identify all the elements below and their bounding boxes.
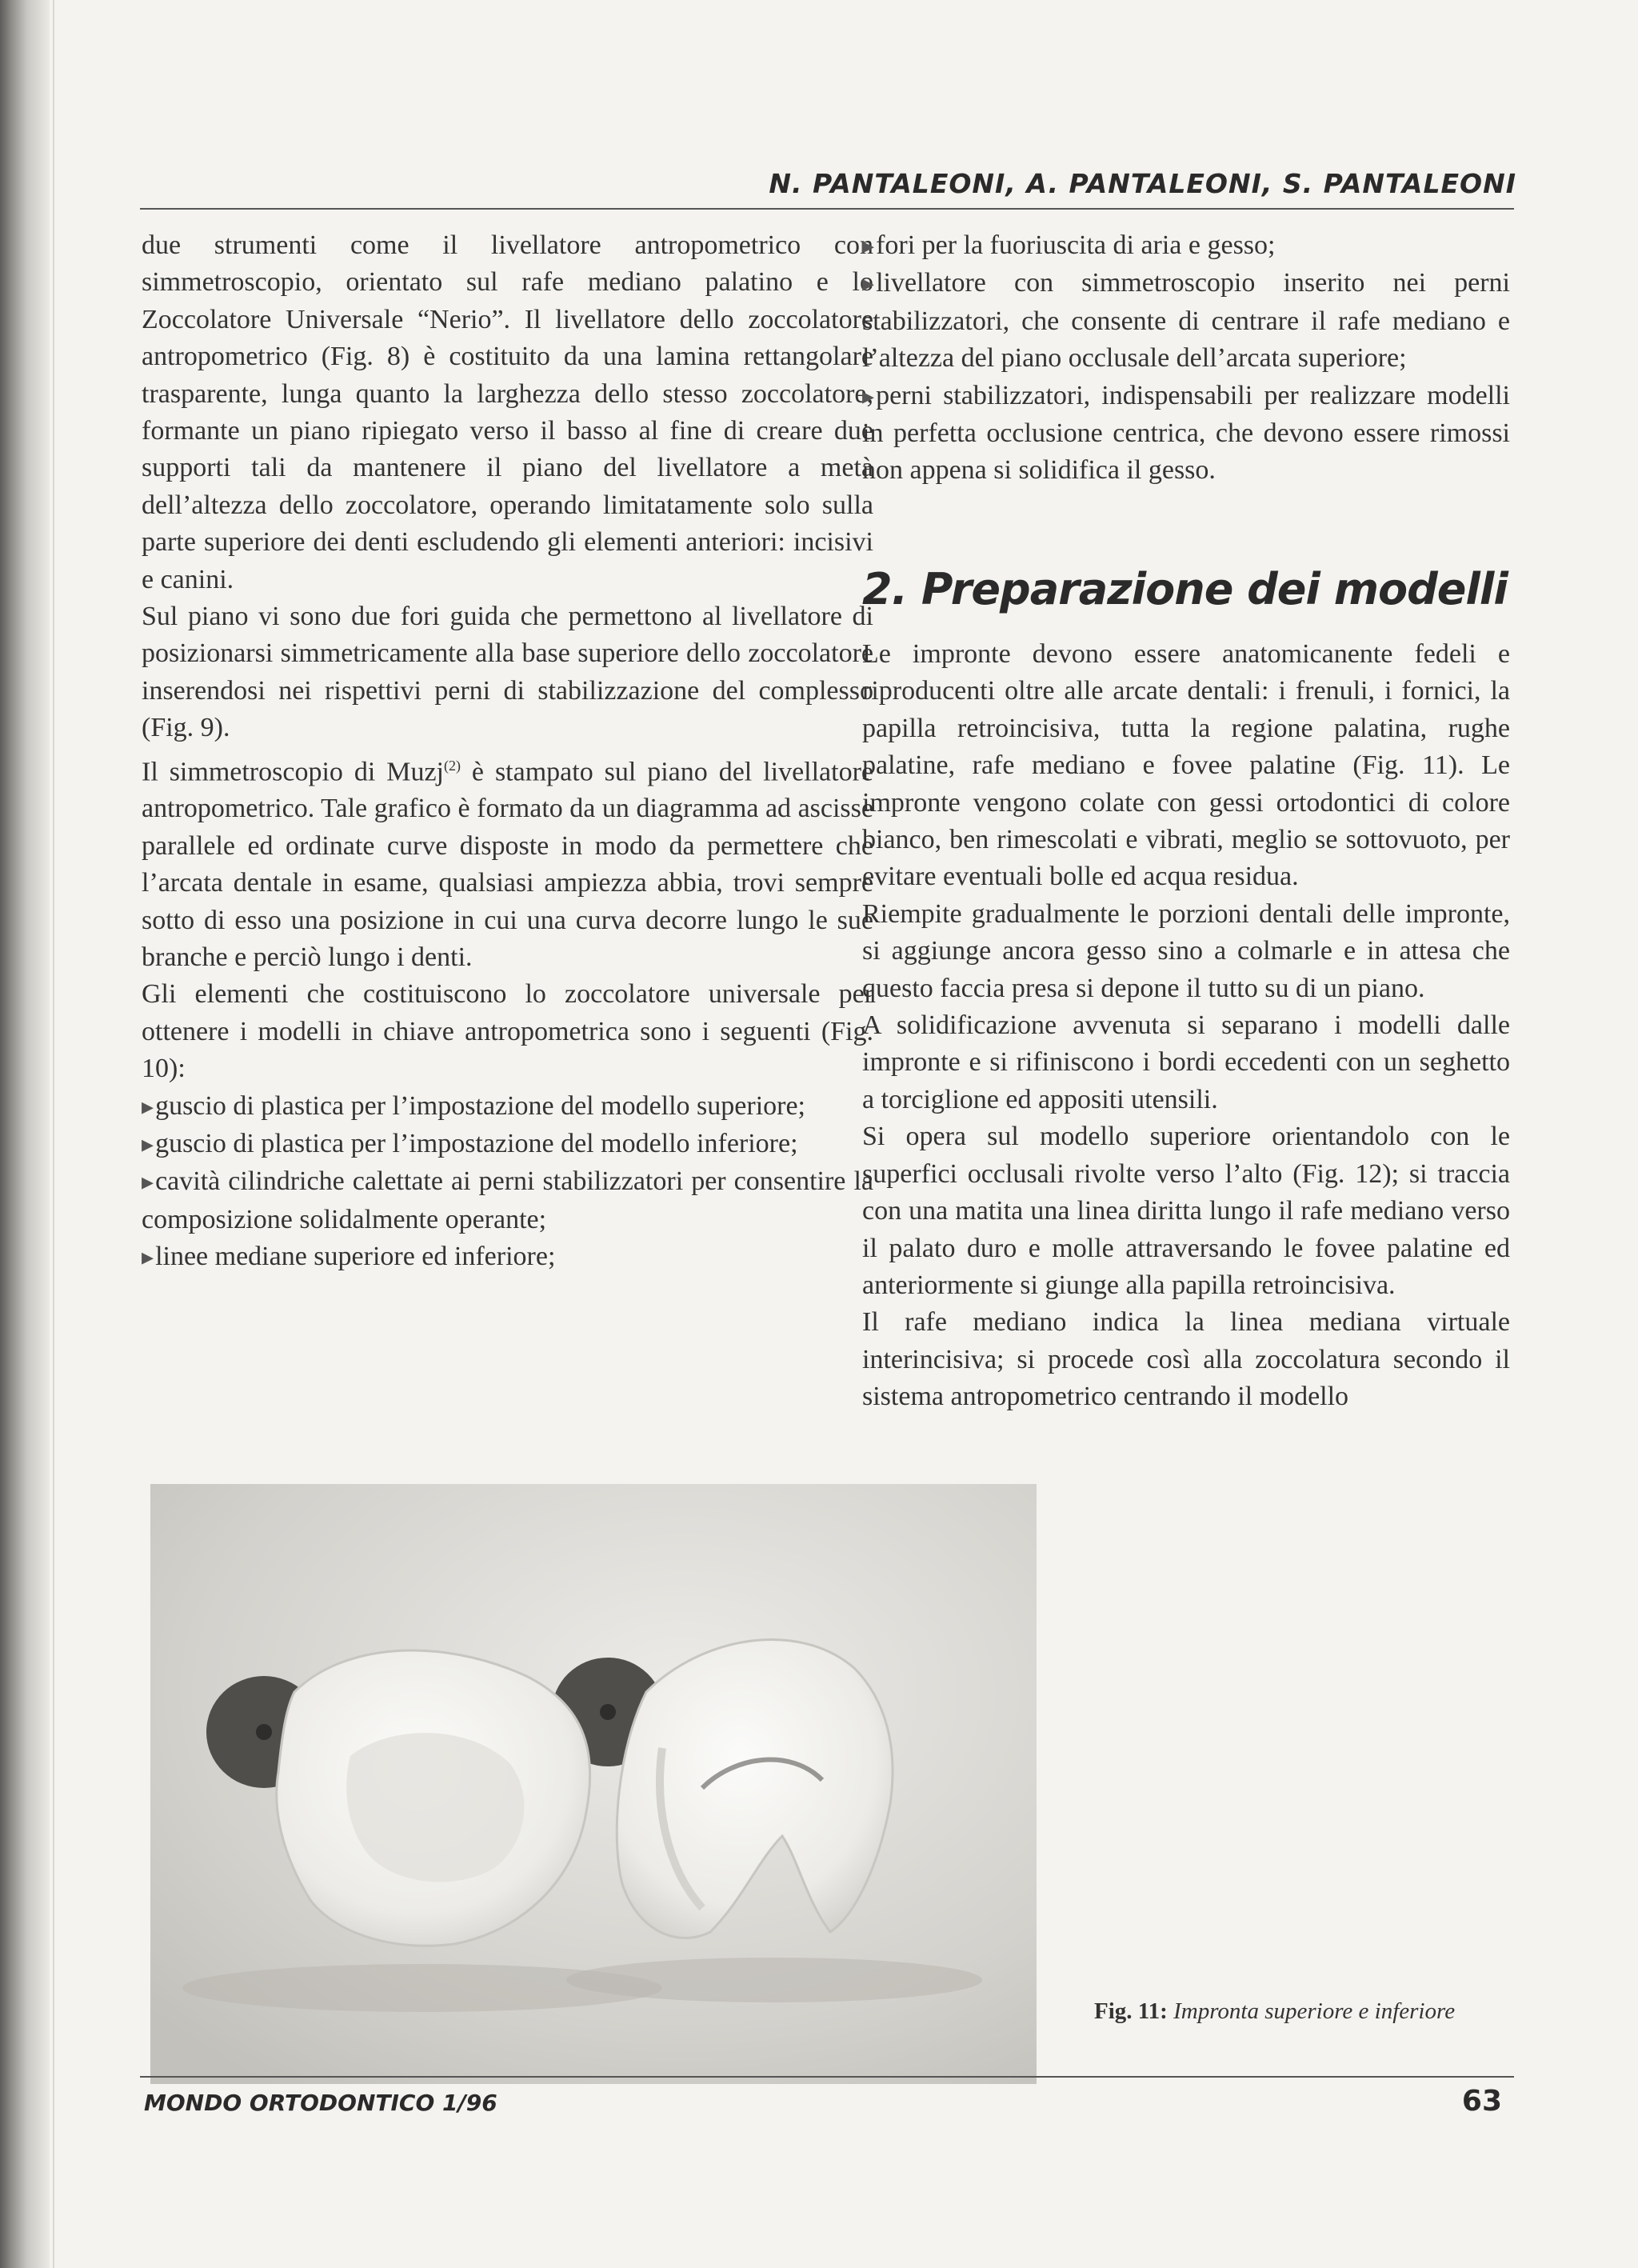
list-item: ▸ cavità cilindriche calettate ai perni stabilizzatori per consentire la composizione solidalmente operante; <box>142 1163 873 1238</box>
page-number: 63 <box>1461 2085 1502 2118</box>
paragraph: A solidificazione avvenuta si separano i modelli dalle impronte e si rifiniscono i bordi eccedenti con un seghetto a torciglione ed appositi utensili. <box>862 1010 1510 1114</box>
paragraph: Sul piano vi sono due fori guida che permettono al livellatore di posizionarsi simmetricamente alla base superiore dello zoccolatore inserendosi nei rispettivi perni di stabilizzazione del complesso (Fig. 9). <box>142 602 873 743</box>
paragraph: due strumenti come il livellatore antropometrico con simmetroscopio, orientato sul rafe mediano palatino e lo Zoccolatore Universale “Nerio”. Il livellatore dello zoccolatore antropometrico (Fig. 8) è costituito da una lamina rettangolare trasparente, lunga quanto la larghezza dello stesso zoccolatore, formante un piano ripiegato verso il basso al fine di creare due supporti tali da mantenere il piano del livellatore a metà dell’altezza dello zoccolatore, operando limitatamente solo sulla parte superiore dei denti escludendo gli elementi anteriori: incisivi e canini. <box>142 230 873 594</box>
paragraph <box>142 747 873 977</box>
book-spine-shadow <box>0 0 50 2268</box>
list-item: ▸ linee mediane superiore ed inferiore; <box>142 1238 873 1276</box>
figure-caption-text: Impronta superiore e inferiore <box>1173 1998 1456 2024</box>
paragraph: Il rafe mediano indica la linea mediana virtuale interincisiva; si procede così alla zoccolatura secondo il sistema antropometrico centrando il modello <box>862 1307 1510 1412</box>
paragraph: Gli elementi che costituiscono lo zoccolatore universale per ottenere i modelli in chiave antropometrica sono i seguenti (Fig. 10): <box>142 979 873 1084</box>
footer-rule <box>140 2076 1514 2078</box>
paragraph: Riempite gradualmente le porzioni dentali delle impronte, si aggiunge ancora gesso sino a colmarle e in attesa che questo faccia presa si depone il tutto su di un piano. <box>862 898 1510 1003</box>
figure-11-photo <box>150 1484 1037 2084</box>
list-item: ▸ guscio di plastica per l’impostazione del modello inferiore; <box>142 1126 873 1163</box>
header-rule <box>140 208 1514 210</box>
figure-label: Fig. 11: <box>1094 1998 1168 2024</box>
page-edge-line <box>53 0 54 2268</box>
running-header-authors: N. PANTALEONI, A. PANTALEONI, S. PANTALEONI <box>769 168 1516 199</box>
figure-caption <box>1094 1998 1510 2025</box>
citation-superscript: (2) <box>443 757 461 774</box>
list-item: ▸ guscio di plastica per l’impostazione del modello superiore; <box>142 1088 873 1126</box>
journal-footer: MONDO ORTODONTICO 1/96 <box>144 2090 497 2116</box>
section-heading: 2. Preparazione dei modelli <box>862 564 1508 614</box>
right-text-column-body <box>862 636 1510 1416</box>
list-item: ▸ livellatore con simmetroscopio inserito nei perni stabilizzatori, che consente di centrare il rafe mediano e l’altezza del piano occlusale dell’arcata superiore; <box>862 265 1510 377</box>
paragraph: Le impronte devono essere anatomicanente fedeli e riproducenti oltre alle arcate dentali: i frenuli, i fornici, la papilla retroincisiva, tutta la regione palatina, rughe palatine, rafe mediano e fovee palatine (Fig. 11). Le impronte vengono colate con gessi ortodontici di colore bianco, ben rimescolati e vibrati, meglio se sottovuoto, per evitare eventuali bolle ed acqua residua. <box>862 639 1510 892</box>
list-item: ▸ perni stabilizzatori, indispensabili per realizzare modelli in perfetta occlusione centrica, che devono essere rimossi non appena si solidifica il gesso. <box>862 378 1510 490</box>
paragraph: Si opera sul modello superiore orientandolo con le superfici occlusali rivolte verso l’alto (Fig. 12); si traccia con una matita una linea diritta lungo il rafe mediano verso il palato duro e molle attraversando le fovee palatine ed anteriormente si giunge alla papilla retroincisiva. <box>862 1122 1510 1300</box>
paragraph-text: è stampato sul piano del livellatore antropometrico. Tale grafico è formato da un diagramma ad ascisse parallele ed ordinate curve disposte in modo da permettere che l’arcata dentale in esame, qualsiasi ampiezza abbia, trovi sempre sotto di esso una posizione in cui una curva decorre lungo le sue branche e perciò lungo i denti. <box>142 757 873 973</box>
left-text-column <box>142 227 873 1277</box>
dental-impressions-illustration <box>150 1484 1037 2084</box>
list-item: ▸ fori per la fuoriuscita di aria e gesso; <box>862 227 1510 265</box>
paragraph-text: Il simmetroscopio di Muzj <box>142 757 444 787</box>
right-text-column-top <box>862 227 1510 490</box>
